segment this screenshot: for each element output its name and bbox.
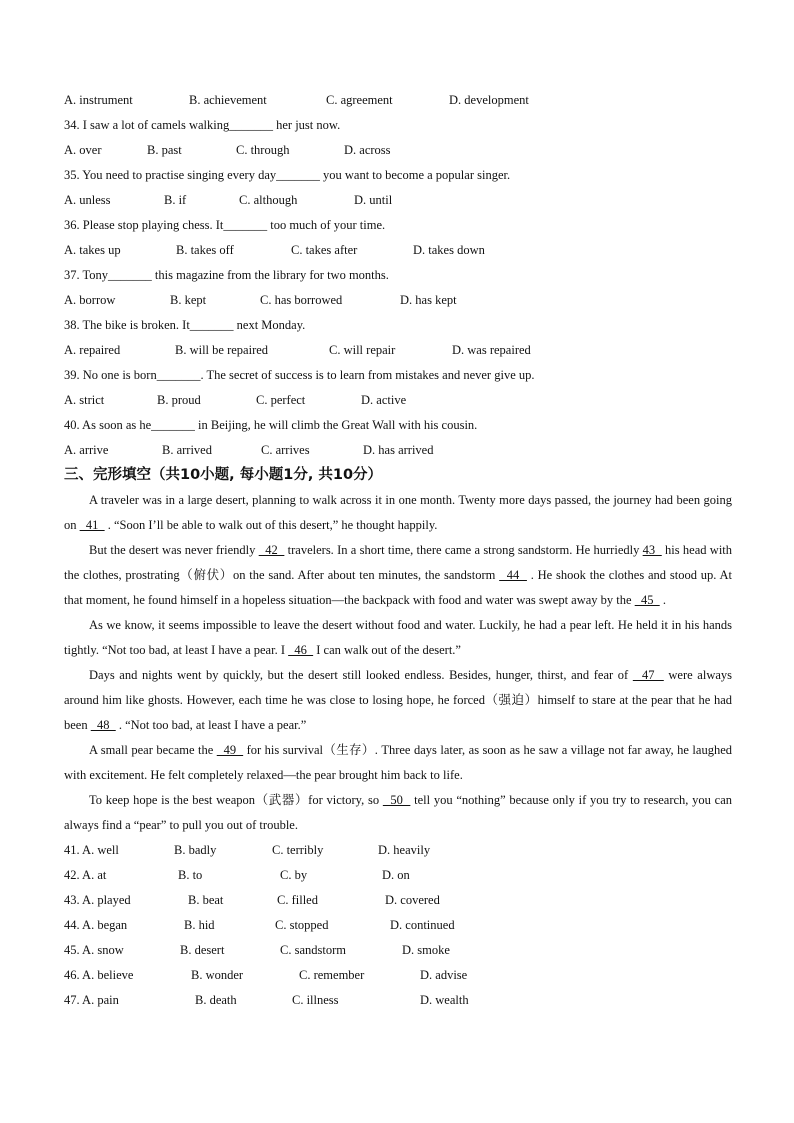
option-a: A. over [64,143,102,157]
option-b: B. will be repaired [175,343,269,357]
option-c: C. will repair [329,343,396,357]
option-c: C. sandstorm [280,943,346,957]
question-stem: 39. No one is born_______. The secret of success is to learn from mistakes and never give up. [64,368,535,382]
option-d: D. across [344,143,391,157]
passage-text: travelers. In a short time, there came a strong sandstorm. He hurriedly [284,543,643,557]
option-d: D. covered [385,893,440,907]
option-a: A. strict [64,393,105,407]
option-b: B. takes off [176,243,234,257]
blank-46: 46 [288,643,314,657]
passage-text: A small pear became the [89,743,217,757]
option-a: A. instrument [64,93,133,107]
option-d: D. has kept [400,293,457,307]
passage-paragraph [64,788,732,838]
option-d: D. continued [390,918,455,932]
passage-text: for his survival（生存）. Three days later, as soon as he saw a village not far away, he laughed with excitement. He felt completely relaxed—the pear brought him back to life. [64,743,732,782]
option-a: A. borrow [64,293,116,307]
blank-45: 45 [634,593,660,607]
blank-41: 41 [79,518,105,532]
option-b: B. hid [184,918,215,932]
passage-text: . “Not too bad, at least I have a pear.” [115,718,307,732]
option-a: A. takes up [64,243,121,257]
question-stem: 36. Please stop playing chess. It_______ too much of your time. [64,218,386,232]
passage-paragraph [64,738,732,788]
cloze-options-45 [64,938,732,963]
passage-text: . “Soon I’ll be able to walk out of this desert,” he thought happily. [104,518,438,532]
option-b: B. wonder [191,968,244,982]
option-d: D. smoke [402,943,450,957]
option-a: A. unless [64,193,111,207]
option-d: D. on [382,868,410,882]
option-c: C. takes after [291,243,358,257]
option-d: D. has arrived [363,443,434,457]
blank-43: 43 [642,543,662,557]
passage-text: Days and nights went by quickly, but the desert still looked endless. Besides, hunger, thirst, and fear of [89,668,633,682]
blank-50: 50 [382,793,411,807]
option-b: B. badly [174,843,217,857]
passage-text: But the desert was never friendly [89,543,259,557]
cloze-options-47 [64,988,732,1013]
option-d: D. heavily [378,843,431,857]
option-d: D. takes down [413,243,485,257]
question-stem: 37. Tony_______ this magazine from the library for two months. [64,268,389,282]
option-a: A. arrive [64,443,109,457]
option-a: 46. A. believe [64,968,134,982]
question-options [64,288,732,313]
question-options [64,138,732,163]
passage-paragraph [64,488,732,538]
question-stem: 34. I saw a lot of camels walking_______ her just now. [64,118,341,132]
blank-42: 42 [258,543,285,557]
question-stem: 38. The bike is broken. It_______ next Monday. [64,318,306,332]
option-c: C. stopped [275,918,329,932]
section-heading: 三、完形填空（共10小题, 每小题1分, 共10分） [64,467,383,483]
option-c: C. by [280,868,308,882]
passage-text: were always around him like ghosts. However, each time he was close to losing hope, he forced（强迫）himself to stare at the pear that he had been [64,668,733,732]
option-c: C. through [236,143,290,157]
blank-44: 44 [499,568,527,582]
question-options [64,238,732,263]
blank-47: 47 [632,668,664,682]
cloze-options-44 [64,913,732,938]
question-options [64,338,732,363]
passage-text: . [659,593,666,607]
option-b: B. proud [157,393,201,407]
passage-text: A traveler was in a large desert, planning to walk across it in one month. Twenty more days passed, the journey had been going on [64,493,732,532]
option-c: C. has borrowed [260,293,343,307]
blank-49: 49 [216,743,244,757]
q33-options [64,88,732,113]
passage-text: To keep hope is the best weapon（武器）for victory, so [89,793,383,807]
option-a: 41. A. well [64,843,119,857]
option-b: B. achievement [189,93,267,107]
option-b: B. if [164,193,187,207]
passage-text: As we know, it seems impossible to leave the desert without food and water. Luckily, he had a pear left. He held it in his hands tightly. “Not too bad, at least I have a pear. I [64,618,732,657]
option-c: C. arrives [261,443,310,457]
option-c: C. although [239,193,298,207]
question-stem: 35. You need to practise singing every day_______ you want to become a popular singer. [64,168,511,182]
option-d: D. was repaired [452,343,531,357]
option-c: C. agreement [326,93,393,107]
cloze-options-41 [64,838,732,863]
question-options [64,388,732,413]
option-c: C. perfect [256,393,306,407]
option-a: 43. A. played [64,893,131,907]
option-d: D. wealth [420,993,469,1007]
option-b: B. to [178,868,203,882]
option-c: C. terribly [272,843,324,857]
cloze-options-43 [64,888,732,913]
option-a: 44. A. began [64,918,128,932]
option-b: B. kept [170,293,207,307]
option-c: C. remember [299,968,365,982]
option-b: B. beat [188,893,224,907]
option-a: 45. A. snow [64,943,124,957]
passage-text: I can walk out of the desert.” [313,643,461,657]
question-options [64,188,732,213]
cloze-options-42 [64,863,732,888]
option-d: D. active [361,393,407,407]
option-b: B. death [195,993,237,1007]
option-b: B. desert [180,943,225,957]
passage-paragraph [64,613,732,663]
exam-page [64,88,732,1013]
option-a: A. repaired [64,343,121,357]
option-a: 42. A. at [64,868,107,882]
passage-text: tell you “nothing” because only if you try to research, you can always find a “pear” to pull you out of trouble. [64,793,733,832]
cloze-options-46 [64,963,732,988]
question-stem: 40. As soon as he_______ in Beijing, he will climb the Great Wall with his cousin. [64,418,478,432]
blank-48: 48 [90,718,116,732]
option-c: C. filled [277,893,318,907]
option-b: B. arrived [162,443,212,457]
passage-text: . He shook the clothes and stood up. At that moment, he found himself in a hopeless situation—the backpack with food and water was swept away by the [64,568,732,607]
option-a: 47. A. pain [64,993,119,1007]
passage-text: his head with the clothes, prostrating（俯伏）on the sand. After about ten minutes, the sandstorm [64,543,733,582]
option-c: C. illness [292,993,339,1007]
option-d: D. development [449,93,529,107]
option-d: D. advise [420,968,468,982]
passage-paragraph [64,538,732,613]
question-options [64,438,732,463]
option-b: B. past [147,143,182,157]
passage-paragraph [64,663,732,738]
option-d: D. until [354,193,393,207]
